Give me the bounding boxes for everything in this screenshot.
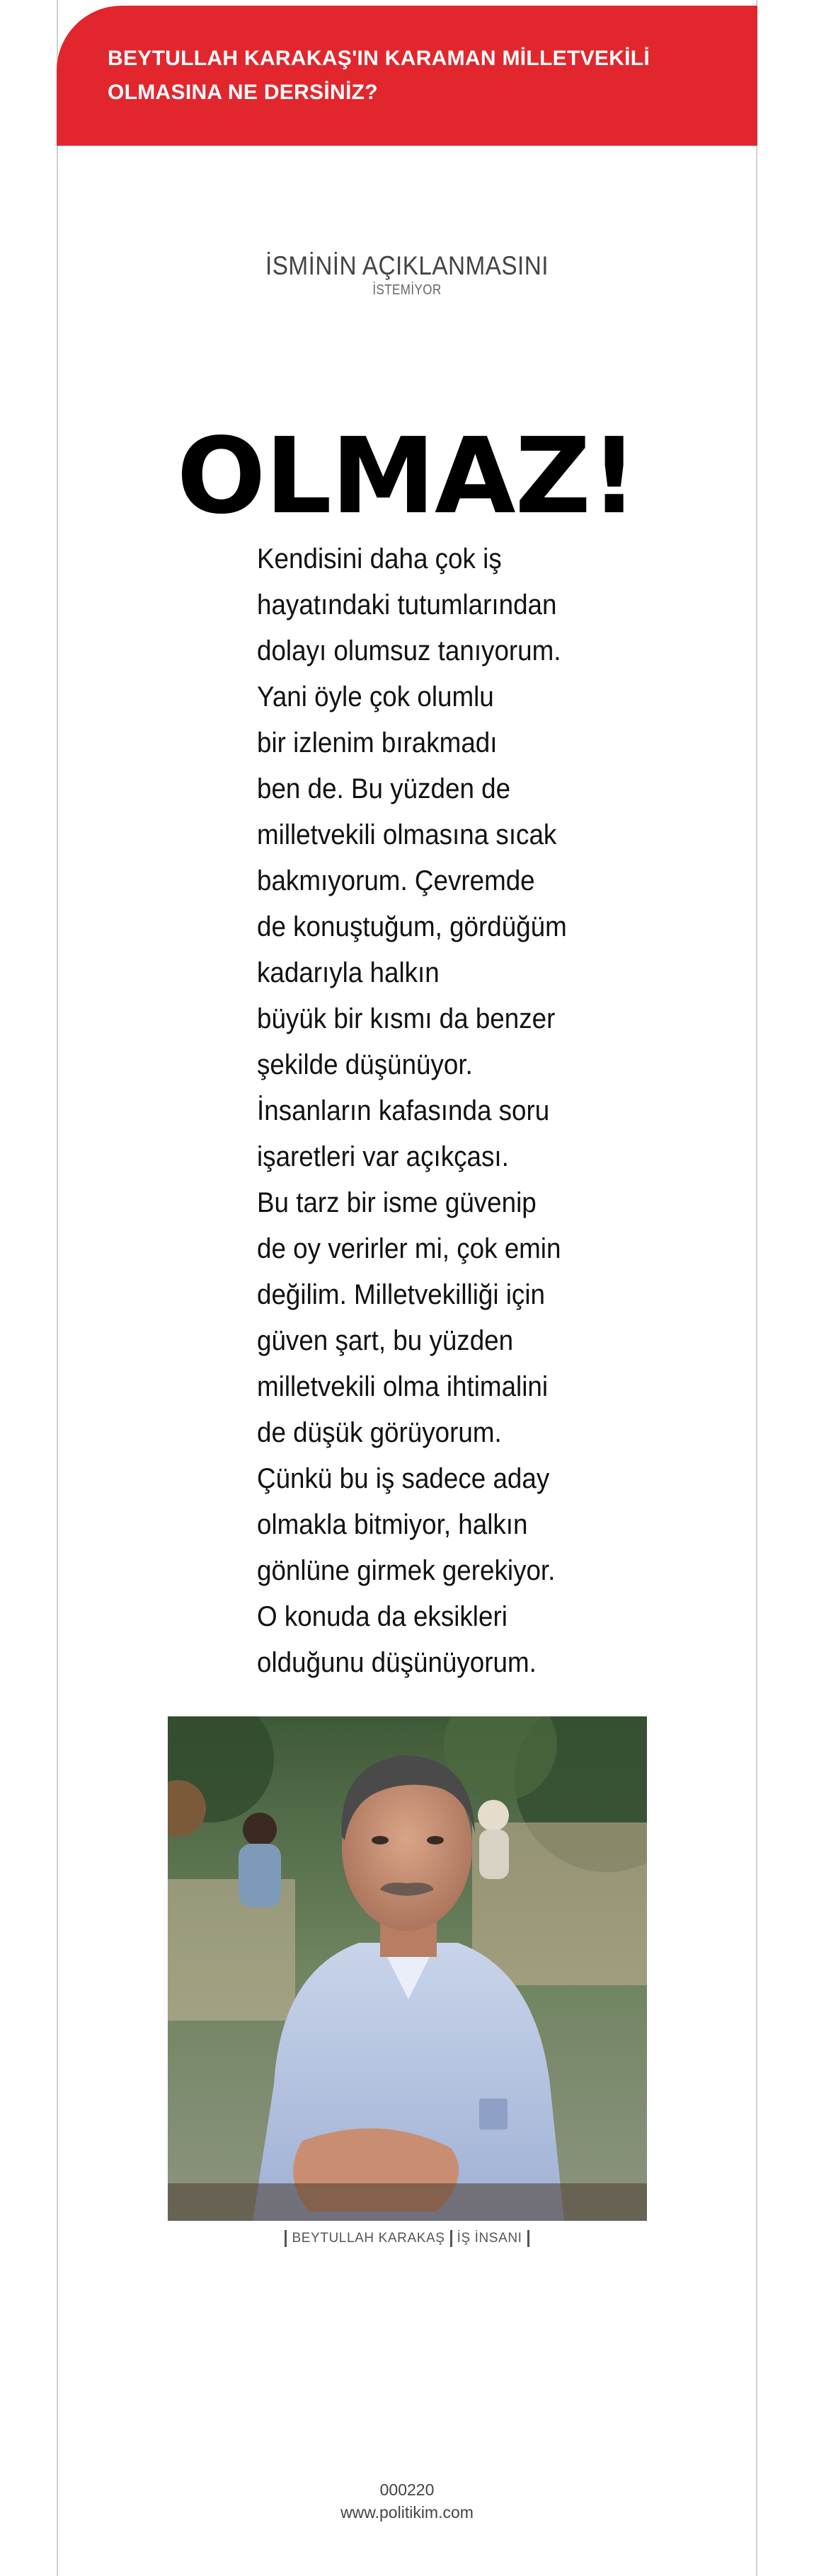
body-line: milletvekili olmasına sıcak <box>257 819 557 850</box>
page-footer <box>0 2479 814 2524</box>
body-line: O konuda da eksikleri <box>257 1601 508 1632</box>
respondent-note: İSTEMİYOR <box>372 282 442 298</box>
body-line: ben de. Bu yüzden de <box>257 773 511 804</box>
caption-divider <box>450 2230 452 2247</box>
body-line: dolayı olumsuz tanıyorum. <box>257 635 561 666</box>
body-line: de konuştuğum, gördüğüm <box>257 911 567 942</box>
photo-caption <box>0 2230 814 2247</box>
banner-title <box>108 42 650 110</box>
body-line: kadarıyla halkın <box>257 957 440 988</box>
body-line: bakmıyorum. Çevremde <box>257 865 535 896</box>
body-line: Çünkü bu iş sadece aday <box>257 1463 550 1494</box>
answer-headline: OLMAZ! <box>176 415 638 537</box>
body-line: gönlüne girmek gerekiyor. <box>257 1555 556 1586</box>
site-url: www.politikim.com <box>340 2503 474 2522</box>
page-code: 000220 <box>379 2480 435 2499</box>
body-line: şekilde düşünüyor. <box>257 1049 473 1080</box>
body-line: olduğunu düşünüyorum. <box>257 1647 537 1678</box>
body-line: milletvekili olma ihtimalini <box>257 1371 549 1402</box>
body-line: Kendisini daha çok iş <box>257 543 502 574</box>
caption-divider <box>527 2230 529 2247</box>
answer-body <box>257 536 611 1686</box>
caption-name: BEYTULLAH KARAKAŞ <box>292 2231 445 2246</box>
portrait-photo <box>168 1716 647 2221</box>
caption-divider <box>285 2230 287 2247</box>
body-line: hayatındaki tutumlarından <box>257 589 557 620</box>
banner-title-line-1: BEYTULLAH KARAKAŞ'IN KARAMAN MİLLETVEKİLİ <box>108 47 650 70</box>
body-line: Yani öyle çok olumlu <box>257 681 494 712</box>
caption-role: İŞ İNSANI <box>457 2231 522 2246</box>
body-line: değilim. Milletvekilliği için <box>257 1279 545 1310</box>
body-line: İnsanların kafasında soru <box>257 1095 550 1126</box>
body-line: de düşük görüyorum. <box>257 1417 502 1448</box>
respondent-name: İSMİNİN AÇIKLANMASINI <box>265 251 549 280</box>
body-line: büyük bir kısmı da benzer <box>257 1003 556 1034</box>
respondent-label <box>0 251 814 299</box>
body-line: de oy verirler mi, çok emin <box>257 1233 561 1264</box>
body-line: olmakla bitmiyor, halkın <box>257 1509 528 1540</box>
banner-title-line-2: OLMASINA NE DERSİNİZ? <box>108 81 378 104</box>
body-line: güven şart, bu yüzden <box>257 1325 514 1356</box>
body-line: işaretleri var açıkçası. <box>257 1141 509 1172</box>
question-banner <box>57 6 757 146</box>
body-line: Bu tarz bir isme güvenip <box>257 1187 537 1218</box>
body-line: bir izlenim bırakmadı <box>257 727 498 758</box>
